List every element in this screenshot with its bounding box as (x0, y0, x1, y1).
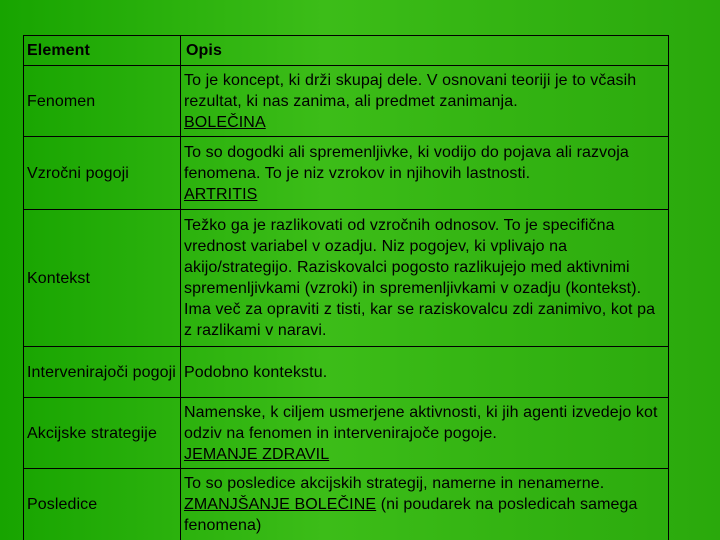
element-cell: Posledice (24, 469, 181, 540)
header-description: Opis (181, 36, 669, 66)
table-row (24, 137, 669, 210)
table-row (24, 398, 669, 469)
example-text: ZMANJŠANJE BOLEČINE (184, 496, 377, 513)
element-cell: Vzročni pogoji (24, 137, 181, 210)
element-cell: Fenomen (24, 66, 181, 137)
elements-table (23, 35, 669, 540)
description-cell (181, 469, 669, 540)
description-text: To so posledice akcijskih strategij, namerne in nenamerne. (184, 475, 605, 492)
example-text: BOLEČINA (184, 113, 266, 131)
description-cell (181, 210, 669, 347)
example-text: JEMANJE ZDRAVIL (184, 445, 330, 463)
table-row (24, 347, 669, 398)
table-row (24, 210, 669, 347)
example-text: ARTRITIS (184, 185, 258, 203)
element-cell: Intervenirajoči pogoji (24, 347, 181, 398)
header-element: Element (24, 36, 181, 66)
description-text: Namenske, k ciljem usmerjene aktivnosti, ki jih agenti izvedejo kot odziv na fenomen in intervenirajoče pogoje. (184, 403, 658, 442)
description-text: Težko ga je razlikovati od vzročnih odnosov. To je specifična vrednost variabel v ozadju. Niz pogojev, ki vplivajo na akijo/strategijo. Raziskovalci pogosto razlikujejo med aktivnimi spremenljivkami (vzroki) in spremenljivkami v ozadju (kontekst). Ima več za opraviti z tisti, kar se raziskovalcu zdi zanimivo, kot pa z razlikami v naravi. (184, 217, 656, 339)
example-note: (ni poudarek na posledicah samega fenomena) (184, 496, 638, 534)
description-cell (181, 347, 669, 398)
element-cell: Kontekst (24, 210, 181, 347)
description-text: Podobno kontekstu. (184, 363, 328, 381)
table-row (24, 66, 669, 137)
description-cell (181, 398, 669, 469)
table-header-row (24, 36, 669, 66)
element-cell: Akcijske strategije (24, 398, 181, 469)
description-text: To je koncept, ki drži skupaj dele. V osnovani teoriji je to včasih rezultat, ki nas zanima, ali predmet zanimanja. (184, 71, 637, 110)
description-text: To so dogodki ali spremenljivke, ki vodijo do pojava ali razvoja fenomena. To je niz vzrokov in njihovih lastnosti. (184, 143, 629, 182)
description-cell (181, 66, 669, 137)
table-row (24, 469, 669, 540)
description-cell (181, 137, 669, 210)
